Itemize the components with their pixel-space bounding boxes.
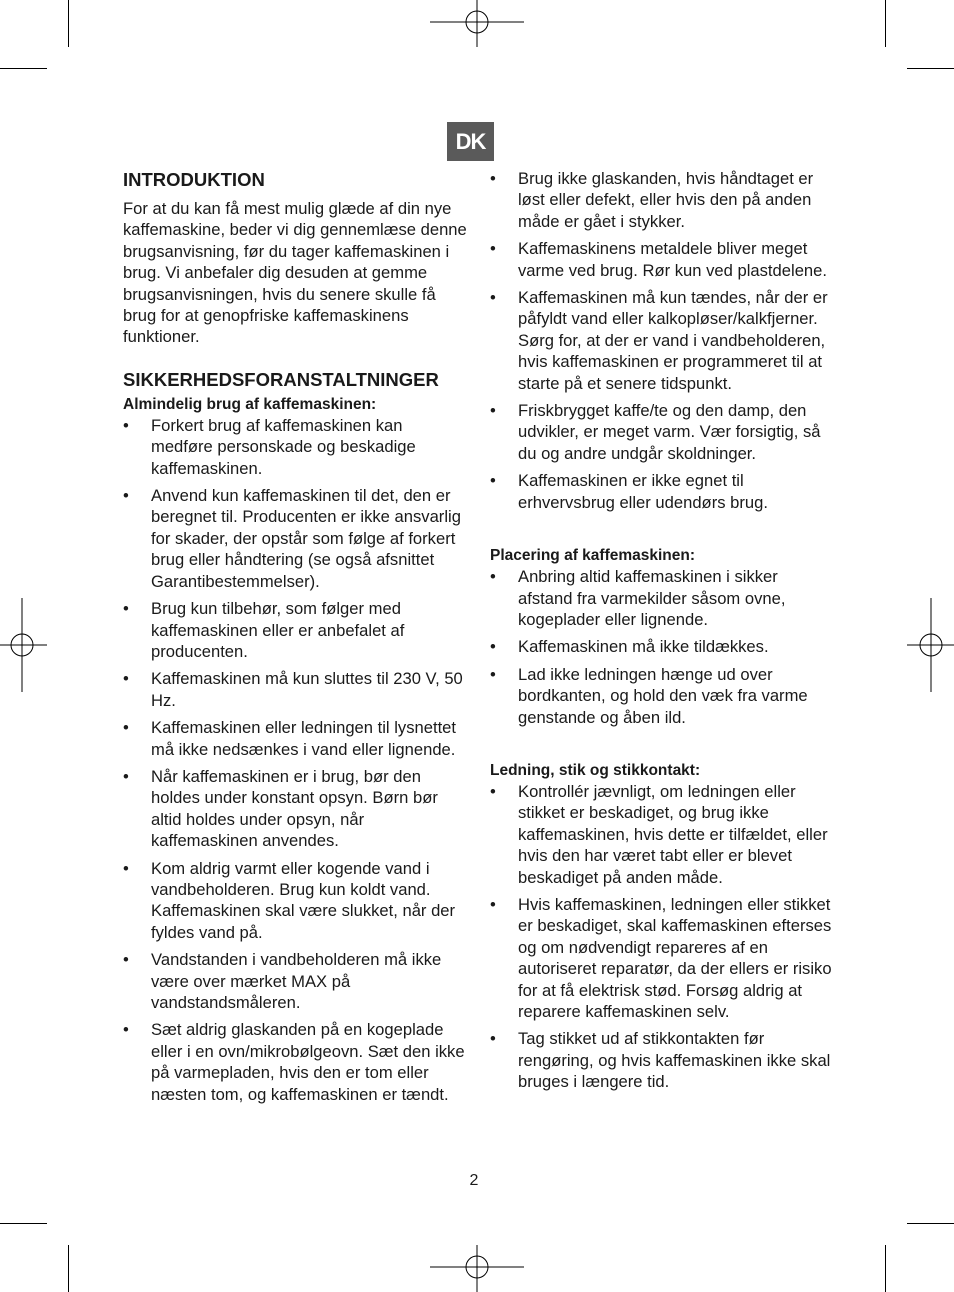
bullet-icon: •	[123, 858, 129, 878]
crop-mark	[68, 0, 69, 47]
crop-mark	[68, 1245, 69, 1292]
intro-text: For at du kan få mest mulig glæde af din nye kaffemaskine, beder vi dig gennemlæse denne brugsanvisning, før du tager kaffemaskinen i brug. Vi anbefaler dig desuden at gemme brugsanvisningen, hvis du senere skulle få brug for at genopfriske kaffemaskinens funktioner.	[123, 199, 467, 347]
list-item: • Anvend kun kaffemaskinen til det, den er beregnet til. Producenten er ikke ansvarlig for skader, der opstår som følge af forkert brug eller håndtering (se også afsnittet Garantibestemmelser).	[123, 486, 461, 591]
list-item: • Kaffemaskinen må kun sluttes til 230 V, 50 Hz.	[123, 669, 463, 710]
list-item: • Lad ikke ledningen hænge ud over bordkanten, og hold den væk fra varme genstande og åben ild.	[490, 664, 808, 727]
list-item: • Brug ikke glaskanden, hvis håndtaget er løst eller defekt, eller hvis den på anden måde er gået i stykker.	[490, 169, 814, 231]
list-item: • Kaffemaskinen må ikke tildækkes.	[490, 637, 769, 657]
page-number: 2	[469, 1172, 479, 1189]
right-column	[490, 168, 835, 1099]
crop-mark	[0, 1223, 47, 1224]
bullet-icon: •	[490, 169, 496, 188]
bullet-icon: •	[490, 567, 496, 587]
cord-heading: Ledning, stik og stikkontakt:	[490, 761, 701, 779]
safety-heading: SIKKERHEDSFORANSTALTNINGER	[123, 368, 439, 390]
bullet-icon: •	[123, 766, 129, 786]
list-item: • Kontrollér jævnligt, om ledningen eller stikket er beskadiget, og brug ikke kaffemaskinen, hvis dette er tilfældet, eller hvis den har været tabt eller er blevet beskadiget på anden måde.	[490, 781, 828, 887]
intro-heading: INTRODUKTION	[123, 169, 265, 190]
crop-mark	[907, 68, 954, 69]
list-item: • Når kaffemaskinen er i brug, bør den holdes under konstant opsyn. Børn bør altid holdes under opsyn, når kaffemaskinen anvendes.	[123, 766, 438, 851]
list-item: • Kaffemaskinen må kun tændes, når der er påfyldt vand eller kalkopløser/kalkfjerner. Sørg for, at der er vand i vandbeholderen, hvis kaffemaskinen er programmeret til at starte på et senere tidspunkt.	[490, 288, 828, 393]
list-item: • Forkert brug af kaffemaskinen kan medføre personskade og beskadige kaffemaskinen.	[123, 415, 416, 478]
list-item: • Sæt aldrig glaskanden på en kogeplade eller i en ovn/mikrobølgeovn. Sæt den ikke på varmepladen, hvis den er tom eller næsten tom, og kaffemaskinen er tændt.	[123, 1020, 465, 1104]
bullet-icon: •	[490, 471, 496, 491]
list-item: • Vandstanden i vandbeholderen må ikke være over mærket MAX på vandstandsmåleren.	[123, 950, 442, 1012]
bullet-icon: •	[490, 894, 496, 914]
bullet-icon: •	[490, 401, 496, 421]
bullet-icon: •	[490, 1029, 496, 1049]
list-item: • Friskbrygget kaffe/te og den damp, den udvikler, er meget varm. Vær forsigtig, så du og andre undgår skoldninger.	[490, 401, 821, 463]
general-use-list	[123, 415, 468, 1105]
list-item: • Kaffemaskinens metaldele bliver meget varme ved brug. Rør kun ved plastdelene.	[490, 239, 827, 280]
cord-list	[490, 781, 835, 1093]
registration-mark-right	[907, 598, 954, 692]
crop-mark	[907, 1223, 954, 1224]
list-item: • Brug kun tilbehør, som følger med kaffemaskinen eller er anbefalet af producenten.	[123, 599, 405, 661]
bullet-icon: •	[123, 415, 129, 435]
general-use-heading: Almindelig brug af kaffemaskinen:	[123, 395, 377, 413]
left-column	[123, 168, 468, 1111]
placement-heading: Placering af kaffemaskinen:	[490, 547, 696, 565]
crop-mark	[0, 68, 47, 69]
registration-mark-left	[0, 598, 47, 692]
bullet-icon: •	[490, 781, 496, 801]
bullet-icon: •	[490, 288, 496, 308]
list-item: • Anbring altid kaffemaskinen i sikker afstand fra varmekilder såsom ovne, kogeplader eller lignende.	[490, 567, 786, 629]
language-badge: DK	[447, 122, 494, 161]
list-item: • Kaffemaskinen er ikke egnet til erhvervsbrug eller udendørs brug.	[490, 471, 768, 512]
list-item: • Kom aldrig varmt eller kogende vand i vandbeholderen. Brug kun koldt vand. Kaffemaskinen skal være slukket, når der fyldes vand på.	[123, 858, 456, 942]
registration-mark-bottom	[430, 1245, 524, 1292]
bullet-icon: •	[123, 950, 129, 970]
bullet-icon: •	[123, 669, 129, 689]
bullet-icon: •	[123, 599, 129, 619]
bullet-icon: •	[490, 664, 496, 684]
list-item: • Kaffemaskinen eller ledningen til lysnettet må ikke nedsænkes i vand eller lignende.	[123, 718, 457, 759]
registration-mark-top	[430, 0, 524, 47]
bullet-icon: •	[123, 718, 129, 738]
crop-mark	[885, 1245, 886, 1292]
bullet-icon: •	[123, 486, 129, 506]
bullet-icon: •	[123, 1020, 129, 1040]
bullet-icon: •	[490, 239, 496, 259]
list-item: • Hvis kaffemaskinen, ledningen eller stikket er beskadiget, skal kaffemaskinen efterses og om nødvendigt repareres af en autoriseret reparatør, da der ellers er risiko for at få elektrisk stød. Forsøg aldrig at reparere kaffemaskinen selv.	[490, 894, 832, 1021]
placement-list	[490, 566, 835, 728]
list-item: • Tag stikket ud af stikkontakten før rengøring, og hvis kaffemaskinen ikke skal bruges i længere tid.	[490, 1029, 831, 1092]
safety-list-continued	[490, 168, 835, 513]
bullet-icon: •	[490, 637, 496, 657]
crop-mark	[885, 0, 886, 47]
